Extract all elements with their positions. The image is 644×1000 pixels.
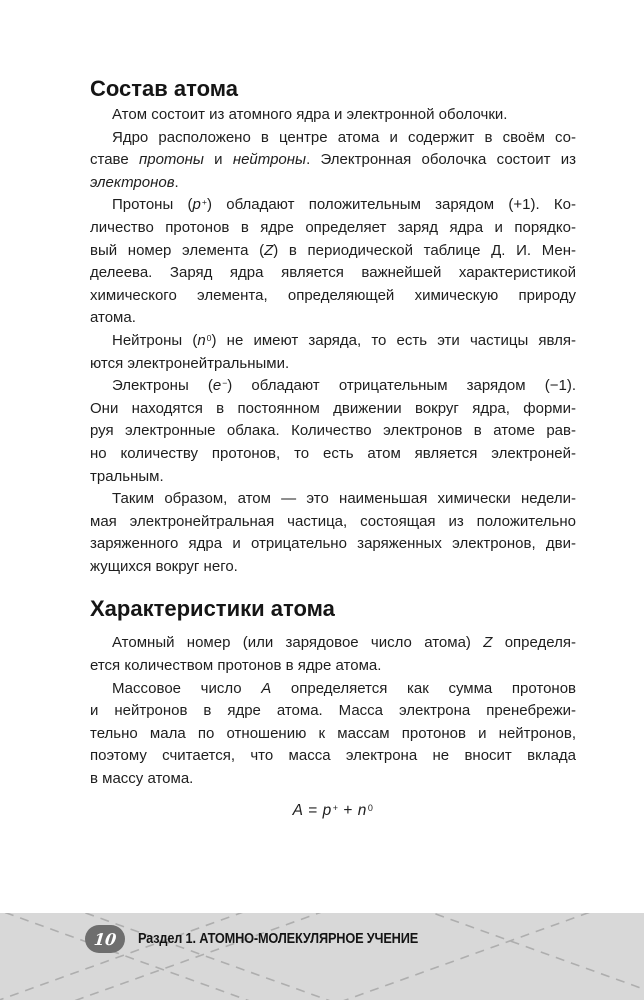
- paragraph: [90, 194, 576, 330]
- paragraph-line: но количеству протонов, то есть атом является электроней-: [90, 444, 576, 462]
- section-heading: Состав атома: [90, 76, 239, 101]
- page-number-badge: [85, 925, 125, 953]
- paragraph: [90, 127, 576, 195]
- paragraph-line: ется количеством протонов в ядре атома.: [90, 657, 382, 675]
- paragraph-line: Ядро расположено в центре атома и содержит в своём со-: [112, 128, 576, 146]
- page-content: [90, 76, 576, 823]
- paragraph-line: руя электронные облака. Количество электронов в атоме рав-: [90, 422, 576, 440]
- paragraph: [90, 632, 576, 677]
- paragraph-line: ются электронейтральными.: [90, 354, 290, 372]
- paragraph: [90, 375, 576, 488]
- paragraph: [90, 330, 576, 375]
- mass-number-formula: $A = p^+ + n^0$: [292, 801, 374, 819]
- paragraph-line: Таким образом, атом — это наименьшая химически недели-: [112, 490, 576, 508]
- paragraph-line: заряженного ядра и отрицательно заряженных электронов, дви-: [90, 535, 576, 553]
- paragraph-line: вый номер элемента (Z) в периодической таблице Д. И. Мен-: [90, 241, 577, 259]
- paragraph-line: делеева. Заряд ядра является важнейшей характеристикой: [90, 264, 576, 282]
- paragraph: [90, 678, 576, 791]
- paragraph-line: и нейтронов в ядре атома. Масса электрона пренебрежи-: [90, 702, 576, 720]
- page-number: 10: [92, 929, 118, 949]
- paragraph-line: Электроны (e−) обладают отрицательным зарядом (−1).: [112, 377, 576, 395]
- footer-section-title: [138, 925, 456, 953]
- paragraph-line: личество протонов в ядре определяет заряд ядра и порядко-: [90, 218, 576, 236]
- paragraph-line: Атомный номер (или зарядовое число атома) Z определя-: [112, 634, 576, 652]
- footer-section-title-text: Раздел 1. АТОМНО-МОЛЕКУЛЯРНОЕ УЧЕНИЕ: [138, 931, 419, 947]
- paragraph-line: Нейтроны $(n^0)$ не имеют заряда, то есть эти частицы явля-: [112, 331, 576, 349]
- paragraph-line: Массовое число A определяется как сумма протонов: [112, 679, 577, 697]
- paragraph-line: химического элемента, определяющей химическую природу: [90, 286, 576, 304]
- paragraph-line: электронов.: [90, 173, 179, 191]
- paragraph-line: поэтому считается, что масса электрона не вносит вклада: [90, 747, 576, 765]
- paragraph: [90, 104, 576, 127]
- footer-band: [0, 913, 644, 1000]
- paragraph-line: атома.: [90, 309, 136, 327]
- paragraph: [90, 488, 576, 578]
- paragraph-line: жущихся вокруг него.: [90, 557, 238, 575]
- paragraph-line: в массу атома.: [90, 770, 194, 788]
- paragraph-line: мая электронейтральная частица, состоящая из положительно: [90, 512, 576, 530]
- paragraph-line: ставе протоны и нейтроны. Электронная оболочка состоит из: [90, 151, 577, 169]
- paragraph-line: тральным.: [90, 467, 164, 485]
- paragraph-line: Протоны (p+) обладают положительным зарядом (+1). Ко-: [112, 196, 576, 214]
- paragraph-line: тельно мала по отношению к массам протонов и нейтронов,: [90, 724, 576, 742]
- paragraph-line: Атом состоит из атомного ядра и электронной оболочки.: [112, 106, 508, 123]
- section-heading: Характеристики атома: [90, 596, 335, 622]
- paragraph-line: Они находятся в постоянном движении вокруг ядра, форми-: [90, 399, 576, 417]
